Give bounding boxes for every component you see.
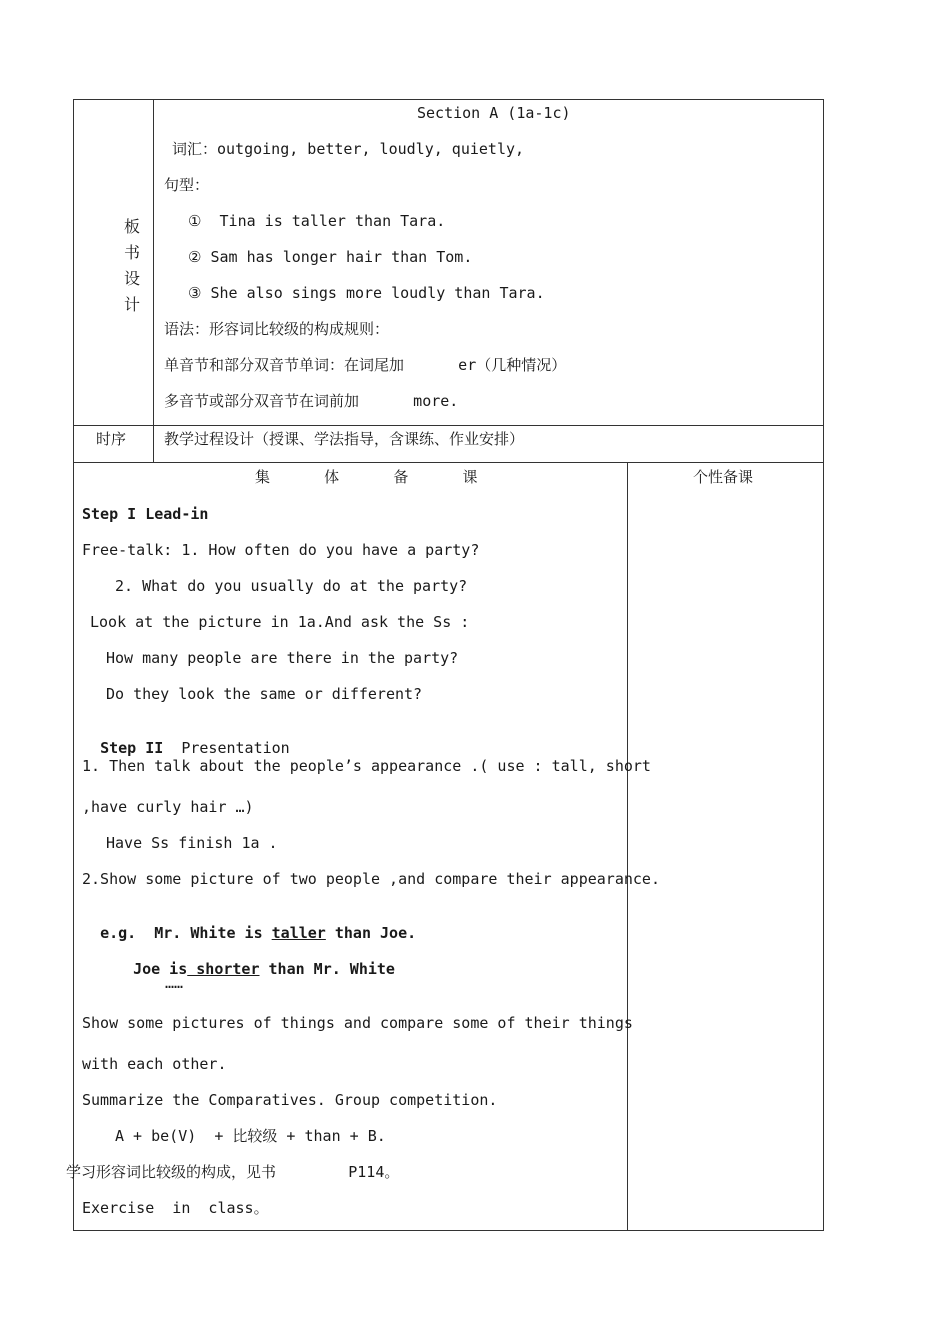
step2-title: Step II [100, 739, 164, 757]
row-divider-order [73, 462, 824, 463]
ellipsis: …… [165, 974, 184, 992]
board-side-char: 计 [124, 295, 141, 314]
board-title: Section A (1a-1c) [417, 104, 571, 122]
joe-suffix: than Mr. White [259, 960, 395, 978]
personal-header: 个性备课 [693, 468, 754, 486]
joe-shorter: shorter [187, 960, 260, 978]
board-rule-1: 单音节和部分双音节单词：在词尾加 er（几种情况） [164, 356, 567, 374]
board-pattern-label: 句型： [164, 176, 210, 194]
table-top-border [73, 99, 824, 100]
board-sentence-2: ② Sam has longer hair than Tom. [188, 248, 473, 266]
board-rule-2: 多音节或部分双音节在词前加 more. [164, 392, 459, 410]
look-picture: Look at the picture in 1a.And ask the Ss : [90, 613, 470, 631]
example-prefix: e.g. Mr. White is [100, 924, 272, 942]
personal-column-divider [627, 462, 628, 1231]
formula: A + be(V) + 比较级 + than + B. [115, 1127, 386, 1145]
board-sentence-3: ③ She also sings more loudly than Tara. [188, 284, 545, 302]
show-things-1: Show some pictures of things and compare some of their things [82, 1014, 633, 1032]
order-label: 时序 [96, 430, 127, 448]
question-same: Do they look the same or different? [106, 685, 423, 703]
talk-appearance-2: ,have curly hair …) [82, 798, 254, 816]
finish-1a: Have Ss finish 1a . [106, 834, 278, 852]
order-content: 教学过程设计（授课、学法指导，含课练、作业安排） [164, 430, 525, 448]
show-two-people: 2.Show some picture of two people ,and compare their appearance. [82, 870, 660, 888]
step1-title: Step I Lead-in [82, 505, 209, 523]
board-side-char: 书 [124, 243, 141, 262]
exercise: Exercise in class。 [82, 1199, 269, 1217]
board-vocab: 词汇：outgoing, better, loudly, quietly, [172, 140, 525, 158]
board-side-char: 板 [124, 217, 141, 236]
step2-line [82, 721, 290, 757]
step2-subtitle: Presentation [181, 739, 290, 757]
collective-header: 集 体 备 课 [255, 468, 478, 486]
summarize: Summarize the Comparatives. Group competition. [82, 1091, 498, 1109]
joe-line [115, 942, 395, 978]
example-line [82, 906, 416, 942]
free-talk-2: 2. What do you usually do at the party? [115, 577, 468, 595]
board-side-label [124, 214, 144, 318]
show-things-2: with each other. [82, 1055, 227, 1073]
joe-prefix: Joe is [133, 960, 188, 978]
example-taller: taller [271, 924, 326, 942]
talk-appearance-1: 1. Then talk about the people’s appearance .( use : tall, short [82, 757, 651, 775]
table-left-border [73, 99, 74, 1231]
table-bottom-border [73, 1230, 824, 1231]
free-talk-1: Free-talk: 1. How often do you have a party? [82, 541, 480, 559]
row-divider-board [73, 425, 824, 426]
question-people: How many people are there in the party? [106, 649, 459, 667]
textbook-reference: 学习形容词比较级的构成，见书 P114。 [66, 1163, 400, 1181]
board-grammar-label: 语法：形容词比较级的构成规则： [164, 320, 390, 338]
table-right-border [823, 99, 824, 1231]
left-column-divider [153, 99, 154, 463]
board-side-char: 设 [124, 269, 141, 288]
example-suffix: than Joe. [325, 924, 417, 942]
board-sentence-1: ① Tina is taller than Tara. [188, 212, 446, 230]
